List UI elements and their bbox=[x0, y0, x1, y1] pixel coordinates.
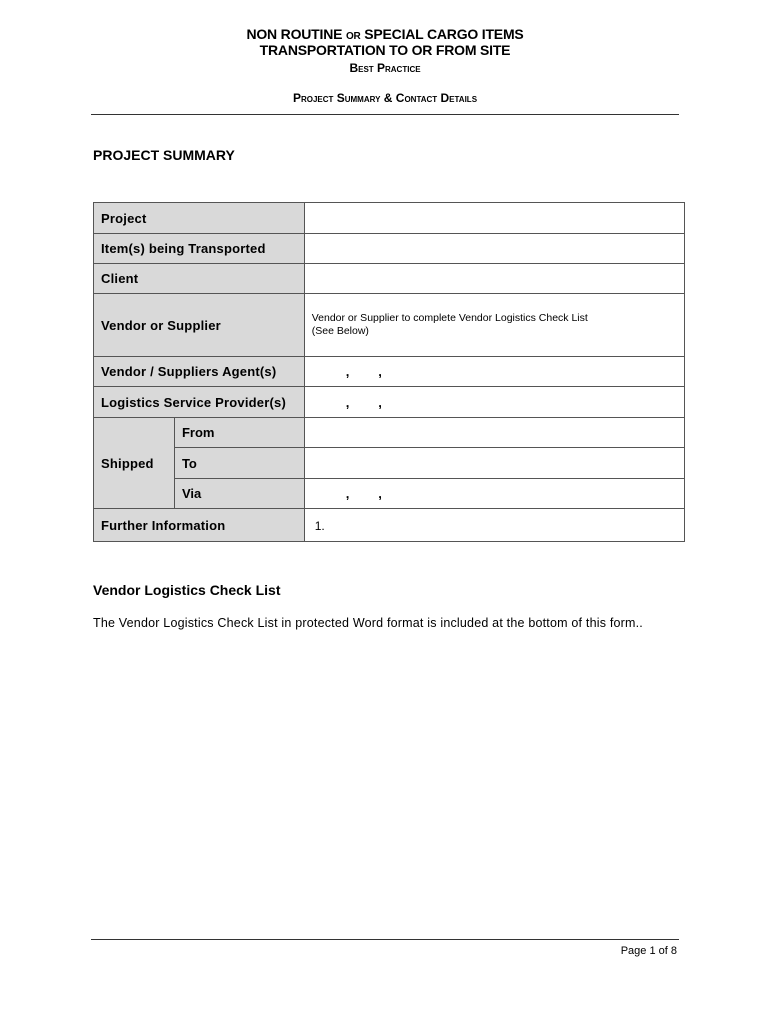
vendor-note-line2: (See Below) bbox=[311, 325, 369, 337]
lsp-label: Logistics Service Provider(s) bbox=[94, 387, 305, 418]
header-subtitle: Best Practice bbox=[349, 61, 421, 75]
section-title-project-summary: PROJECT SUMMARY bbox=[93, 147, 235, 163]
header-divider bbox=[91, 114, 679, 115]
project-summary-table bbox=[93, 202, 685, 542]
items-label: Item(s) being Transported bbox=[94, 234, 305, 264]
further-field[interactable] bbox=[304, 509, 684, 542]
client-field[interactable] bbox=[304, 264, 684, 294]
table-row-lsp bbox=[94, 387, 685, 418]
from-label: From bbox=[174, 418, 304, 448]
lsp-field[interactable] bbox=[304, 387, 684, 418]
items-field[interactable] bbox=[304, 234, 684, 264]
from-field[interactable] bbox=[304, 418, 684, 448]
table-row-to bbox=[94, 448, 685, 479]
project-label: Project bbox=[94, 203, 305, 234]
table-row-vendor bbox=[94, 294, 685, 357]
table-row-from bbox=[94, 418, 685, 448]
to-label: To bbox=[174, 448, 304, 479]
table-row-project bbox=[94, 203, 685, 234]
via-value: , , bbox=[345, 486, 382, 501]
vendor-note-line1: Vendor or Supplier to complete Vendor Logistics Check List bbox=[311, 312, 588, 324]
client-label: Client bbox=[94, 264, 305, 294]
page-number: Page 1 of 8 bbox=[620, 945, 677, 957]
checklist-title: Vendor Logistics Check List bbox=[93, 582, 281, 598]
further-value: 1. bbox=[314, 518, 325, 533]
header-title-line2: TRANSPORTATION TO OR FROM SITE bbox=[259, 42, 511, 58]
agents-field[interactable] bbox=[304, 357, 684, 387]
via-label: Via bbox=[174, 479, 304, 509]
document-header bbox=[0, 26, 770, 106]
further-label: Further Information bbox=[94, 509, 305, 542]
table-row-agents bbox=[94, 357, 685, 387]
lsp-value: , , bbox=[345, 394, 382, 410]
project-field[interactable] bbox=[304, 203, 684, 234]
footer-divider bbox=[91, 939, 679, 940]
vendor-field[interactable] bbox=[304, 294, 684, 357]
via-field[interactable] bbox=[304, 479, 684, 509]
header-section-name: Project Summary & Contact Details bbox=[292, 91, 478, 105]
table-row-further bbox=[94, 509, 685, 542]
header-title-line1: NON ROUTINE or SPECIAL CARGO ITEMS bbox=[246, 26, 524, 42]
agents-value: , , bbox=[345, 364, 382, 379]
table-row-items bbox=[94, 234, 685, 264]
shipped-label: Shipped bbox=[94, 418, 175, 509]
agents-label: Vendor / Suppliers Agent(s) bbox=[94, 357, 305, 387]
vendor-label: Vendor or Supplier bbox=[94, 294, 305, 357]
table-row-client bbox=[94, 264, 685, 294]
to-field[interactable] bbox=[304, 448, 684, 479]
table-row-via bbox=[94, 479, 685, 509]
checklist-text: The Vendor Logistics Check List in protected Word format is included at the bottom of this form.. bbox=[93, 616, 643, 630]
